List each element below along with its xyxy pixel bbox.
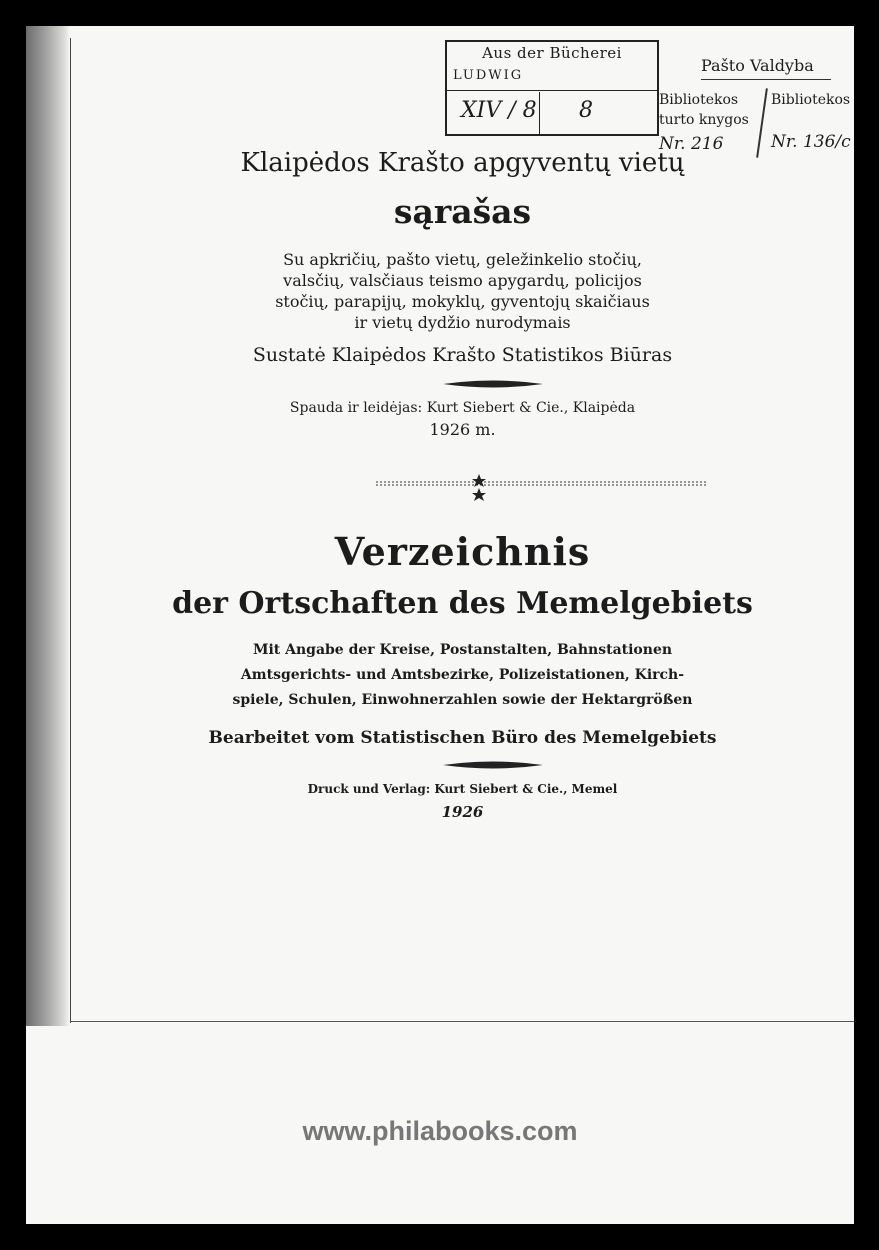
de-ornament — [443, 760, 543, 770]
registry-underline — [701, 79, 831, 80]
registry-right-number: Nr. 136/c — [771, 132, 851, 152]
de-title-line1: Verzeichnis — [334, 529, 591, 574]
library-stamp — [445, 40, 659, 136]
stamp-divider-vertical — [539, 92, 540, 136]
lt-title-line1: Klaipėdos Krašto apgyventų vietų — [240, 148, 685, 178]
star-divider — [371, 474, 711, 504]
scan-frame — [26, 26, 854, 1224]
de-publisher: Druck und Verlag: Kurt Siebert & Cie., Memel — [307, 782, 618, 796]
de-subtitle-line2: Amtsgerichts- und Amtsbezirke, Polizeistationen, Kirch- — [240, 667, 685, 683]
scan-shadow — [26, 26, 70, 1026]
stamp-divider — [447, 90, 657, 91]
lt-subtitle-line2: valsčių, valsčiaus teismo apygardų, policijos — [283, 271, 642, 290]
lt-ornament — [443, 379, 543, 389]
de-subtitle-line3: spiele, Schulen, Einwohnerzahlen sowie der Hektargrößen — [232, 692, 693, 708]
registry-left-number: Nr. 216 — [659, 134, 724, 154]
page-bottom-edge — [70, 1021, 854, 1022]
lt-subtitle-line1: Su apkričių, pašto vietų, geležinkelio stočių, — [283, 250, 642, 269]
registry-left-label-1: Bibliotekos — [659, 92, 739, 108]
stamp-cell-right: 8 — [579, 98, 593, 123]
stamp-line1: Aus der Bücherei — [482, 44, 622, 62]
lt-year: 1926 m. — [429, 420, 496, 439]
stamp-cell-left: XIV / 8 — [461, 98, 537, 123]
stamp-line2: LUDWIG — [453, 68, 524, 83]
lt-title-line2: sąrašas — [393, 192, 532, 231]
de-year: 1926 — [441, 803, 484, 821]
de-title-line2: der Ortschaften des Memelgebiets — [172, 586, 753, 621]
lt-subtitle-line4: ir vietų dydžio nurodymais — [354, 313, 571, 332]
lt-compiler: Sustatė Klaipėdos Krašto Statistikos Biūras — [252, 344, 673, 366]
title-page — [71, 26, 854, 1021]
registry-left-label-2: turto knygos — [659, 112, 749, 128]
de-compiler: Bearbeitet vom Statistischen Büro des Memelgebiets — [208, 728, 717, 748]
library-registry-title: Pašto Valdyba — [701, 56, 814, 75]
lt-subtitle-line3: stočių, parapijų, mokyklų, gyventojų skaičiaus — [275, 292, 650, 311]
watermark-url: www.philabooks.com — [302, 1116, 578, 1146]
lt-publisher: Spauda ir leidėjas: Kurt Siebert & Cie., Klaipėda — [289, 400, 636, 416]
registry-right-label: Bibliotekos — [771, 92, 851, 108]
de-subtitle-line1: Mit Angabe der Kreise, Postanstalten, Bahnstationen — [252, 642, 673, 658]
